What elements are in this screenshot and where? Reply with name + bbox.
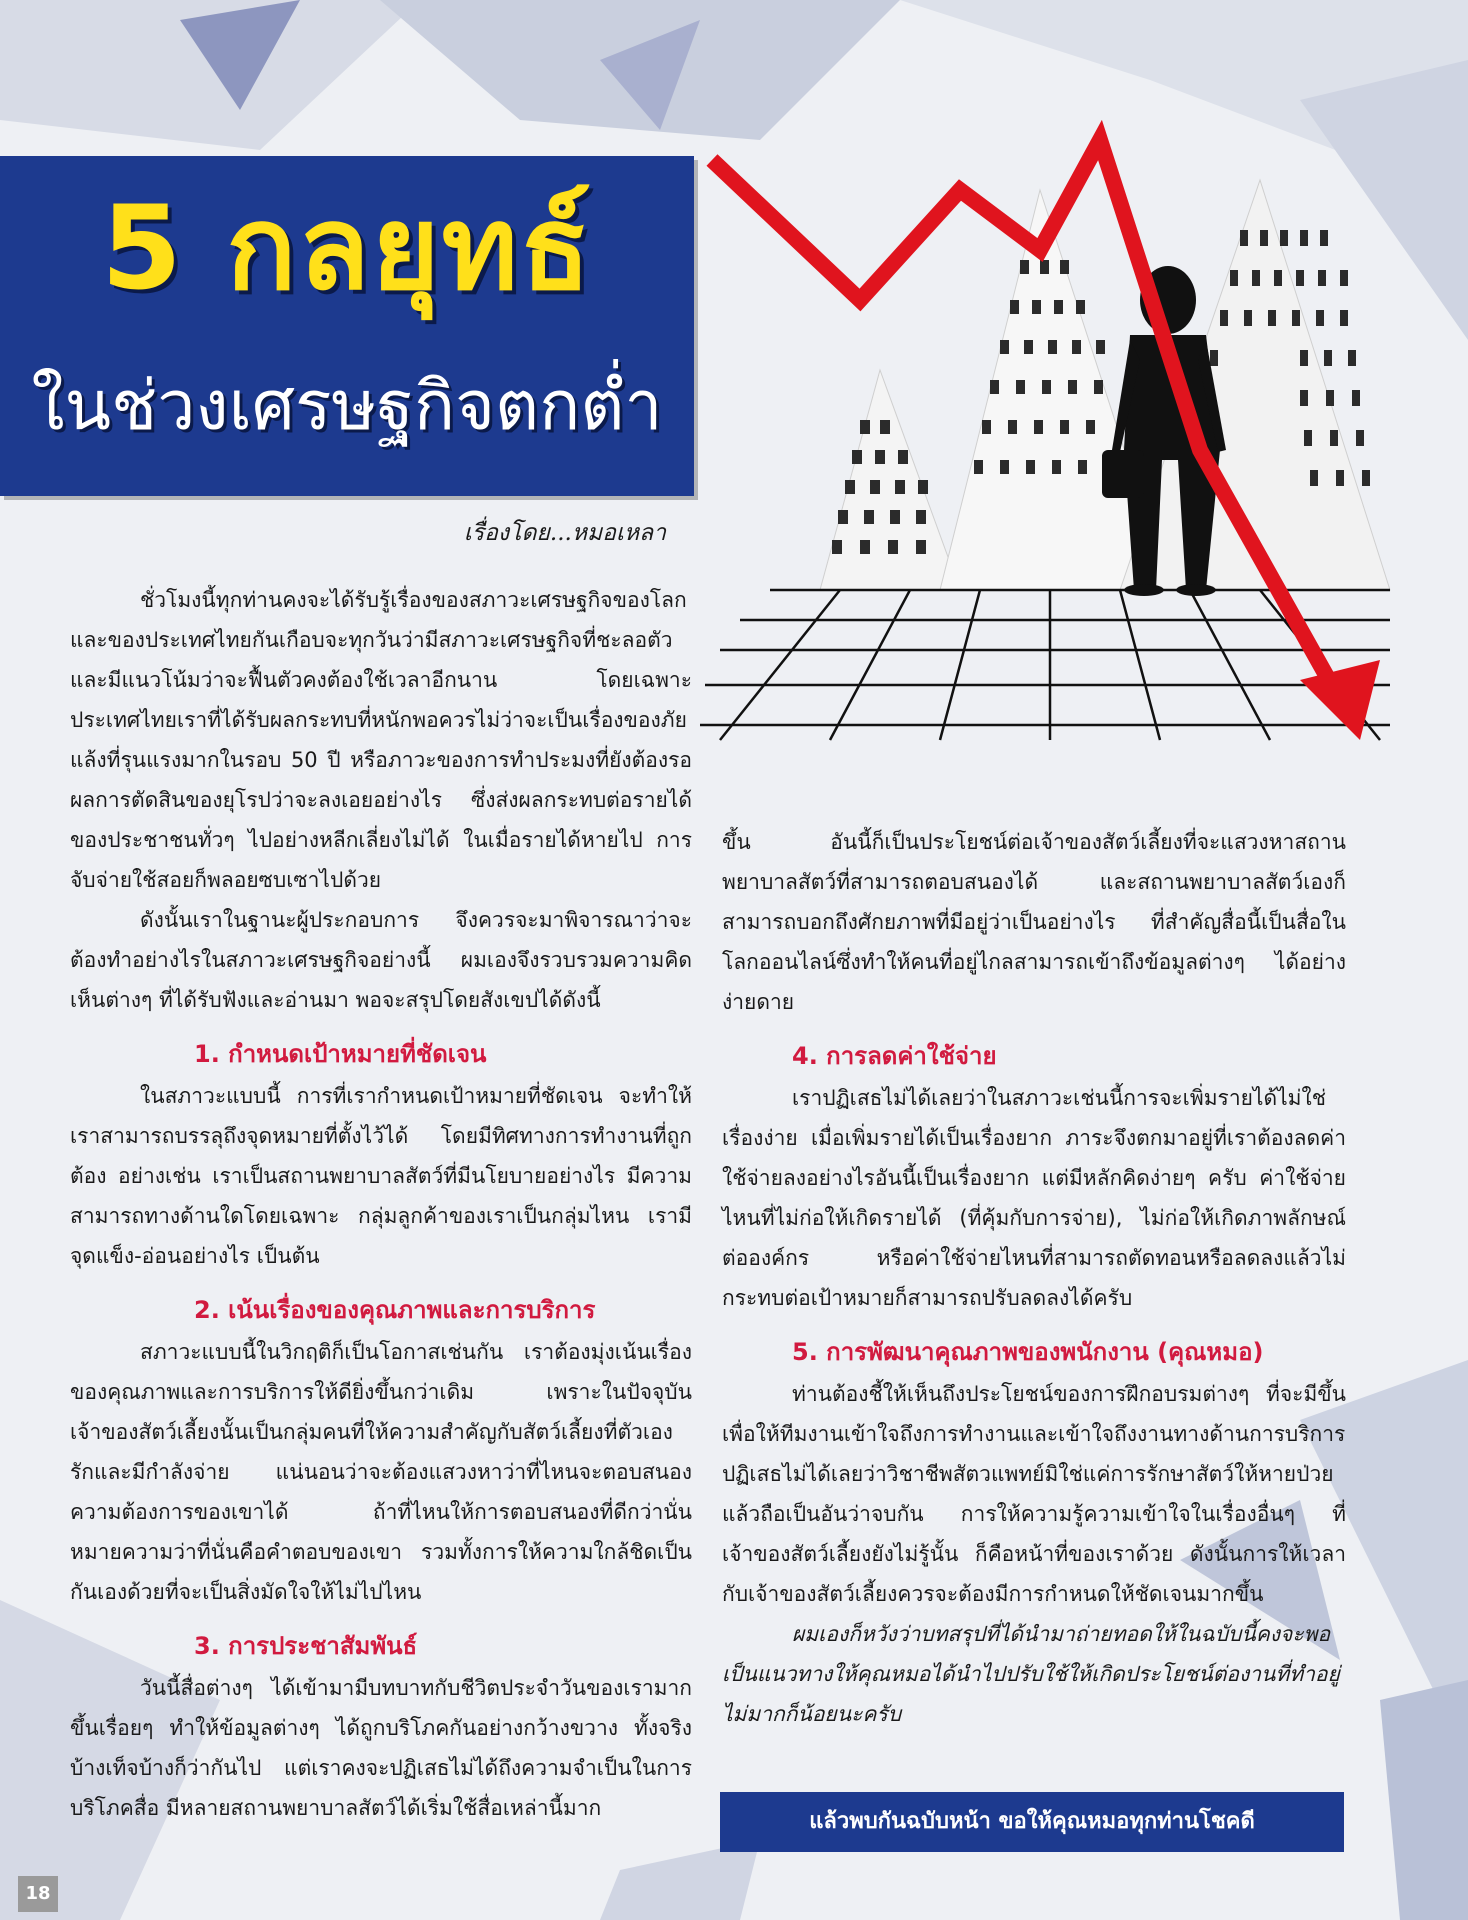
left-column <box>70 580 692 1828</box>
page-subtitle: ในช่วงเศรษฐกิจตกต่ำ <box>31 367 663 446</box>
section-4-heading: 4. การลดค่าใช้จ่าย <box>792 1042 997 1070</box>
right-column <box>722 822 1346 1734</box>
section-2-heading: 2. เน้นเรื่องของคุณภาพและการบริการ <box>194 1296 596 1324</box>
section-1-heading: 1. กำหนดเป้าหมายที่ชัดเจน <box>194 1040 487 1068</box>
section-5-body: ท่านต้องชี้ให้เห็นถึงประโยชน์ของการฝึกอบรมต่างๆ ที่จะมีขึ้น เพื่อให้ทีมงานเข้าใจถึงการทำงานและเข้าใจถึงงานทางด้านการบริการ ปฏิเสธไม่ได้เลยว่าวิชาชีพสัตวแพทย์มิใช่แค่การรักษาสัตว์ให้หายป่วยแล้วถือเป็นอันว่าจบกัน การให้ความรู้ความเข้าใจในเรื่องอื่นๆ ที่เจ้าของสัตว์เลี้ยงยังไม่รู้นั้น ก็คือหน้าที่ของเราด้วย ดังนั้นการให้เวลากับเจ้าของสัตว์เลี้ยงควรจะต้องมีการกำหนดให้ชัดเจนมากขึ้น <box>722 1382 1346 1606</box>
section-4-body: เราปฏิเสธไม่ได้เลยว่าในสภาวะเช่นนี้การจะเพิ่มรายได้ไม่ใช่เรื่องง่าย เมื่อเพิ่มรายได้เป็นเรื่องยาก ภาระจึงตกมาอยู่ที่เราต้องลดค่าใช้จ่ายลงอย่างไรอันนี้เป็นเรื่องยาก แต่มีหลักคิดง่ายๆ ครับ ค่าใช้จ่ายไหนที่ไม่ก่อให้เกิดรายได้ (ที่คุ้มกับการจ่าย), ไม่ก่อให้เกิดภาพลักษณ์ต่อองค์กร หรือค่าใช้จ่ายไหนที่สามารถตัดทอนหรือลดลงแล้วไม่กระทบต่อเป้าหมายก็สามารถปรับลดลงได้ครับ <box>722 1086 1346 1310</box>
title-banner <box>0 156 694 496</box>
byline: เรื่องโดย...หมอเหลา <box>463 520 666 546</box>
closing-paragraph: ผมเองก็หวังว่าบทสรุปที่ได้นำมาถ่ายทอดให้ในฉบับนี้คงจะพอเป็นแนวทางให้คุณหมอได้นำไปปรับใช้ให้เกิดประโยชน์ต่องานที่ทำอยู่ไม่มากก็น้อยนะครับ <box>722 1622 1340 1726</box>
footer-banner: แล้วพบกันฉบับหน้า ขอให้คุณหมอทุกท่านโชคดี <box>720 1792 1344 1852</box>
section-1-body: ในสภาวะแบบนี้ การที่เรากำหนดเป้าหมายที่ชัดเจน จะทำให้เราสามารถบรรลุถึงจุดหมายที่ตั้งไว้ได้ โดยมีทิศทางการทำงานที่ถูกต้อง อย่างเช่น เราเป็นสถานพยาบาลสัตว์ที่มีนโยบายอย่างไร มีความสามารถทางด้านใดโดยเฉพาะ กลุ่มลูกค้าของเราเป็นกลุ่มไหน เรามีจุดแข็ง-อ่อนอย่างไร เป็นต้น <box>70 1084 692 1268</box>
section-2-body: สภาวะแบบนี้ในวิกฤติก็เป็นโอกาสเช่นกัน เราต้องมุ่งเน้นเรื่องของคุณภาพและการบริการให้ดียิ่งขึ้นกว่าเดิม เพราะในปัจจุบันเจ้าของสัตว์เลี้ยงนั้นเป็นกลุ่มคนที่ให้ความสำคัญกับสัตว์เลี้ยงที่ตัวเองรักและมีกำลังจ่าย แน่นอนว่าจะต้องแสวงหาว่าที่ไหนจะตอบสนองความต้องการของเขาได้ ถ้าที่ไหนให้การตอบสนองที่ดีกว่านั่นหมายความว่าที่นั่นคือคำตอบของเขา รวมทั้งการให้ความใกล้ชิดเป็นกันเองด้วยที่จะเป็นสิ่งมัดใจให้ไม่ไปไหน <box>70 1340 692 1604</box>
intro-paragraph-2: ดังนั้นเราในฐานะผู้ประกอบการ จึงควรจะมาพิจารณาว่าจะต้องทำอย่างไรในสภาวะเศรษฐกิจอย่างนี้ ผมเองจึงรวบรวมความคิดเห็นต่างๆ ที่ได้รับฟังและอ่านมา พอจะสรุปโดยสังเขปได้ดังนี้ <box>70 908 692 1012</box>
section-5-heading: 5. การพัฒนาคุณภาพของพนักงาน (คุณหมอ) <box>792 1338 1264 1366</box>
recession-illustration <box>700 120 1400 760</box>
intro-paragraph-1: ชั่วโมงนี้ทุกท่านคงจะได้รับรู้เรื่องของสภาวะเศรษฐกิจของโลกและของประเทศไทยกันเกือบจะทุกวันว่ามีสภาวะเศรษฐกิจที่ชะลอตัวและมีแนวโน้มว่าจะฟื้นตัวคงต้องใช้เวลาอีกนาน โดยเฉพาะประเทศไทยเราที่ได้รับผลกระทบที่หนักพอควรไม่ว่าจะเป็นเรื่องของภัยแล้งที่รุนแรงมากในรอบ 50 ปี หรือภาวะของการทำประมงที่ยังต้องรอผลการตัดสินของยุโรปว่าจะลงเอยอย่างไร ซึ่งส่งผลกระทบต่อรายได้ของประชาชนทั่วๆ ไปอย่างหลีกเลี่ยงไม่ได้ ในเมื่อรายได้หายไป การจับจ่ายใช้สอยก็พลอยซบเซาไปด้วย <box>70 588 692 892</box>
page-title: 5 กลยุทธ์ <box>101 181 593 316</box>
page-number: 18 <box>18 1876 58 1912</box>
section-3-body: วันนี้สื่อต่างๆ ได้เข้ามามีบทบาทกับชีวิตประจำวันของเรามากขึ้นเรื่อยๆ ทำให้ข้อมูลต่างๆ ได้ถูกบริโภคกันอย่างกว้างขวาง ทั้งจริงบ้างเท็จบ้างก็ว่ากันไป แต่เราคงจะปฏิเสธไม่ได้ถึงความจำเป็นในการบริโภคสื่อ มีหลายสถานพยาบาลสัตว์ได้เริ่มใช้สื่อเหล่านี้มาก <box>70 1676 692 1820</box>
section-3-heading: 3. การประชาสัมพันธ์ <box>194 1632 418 1660</box>
section-3-continued: ขึ้น อันนี้ก็เป็นประโยชน์ต่อเจ้าของสัตว์เลี้ยงที่จะแสวงหาสถานพยาบาลสัตว์ที่สามารถตอบสนองได้ และสถานพยาบาลสัตว์เองก็สามารถบอกถึงศักยภาพที่มีอยู่ว่าเป็นอย่างไร ที่สำคัญสื่อนี้เป็นสื่อในโลกออนไลน์ซึ่งทำให้คนที่อยู่ไกลสามารถเข้าถึงข้อมูลต่างๆ ได้อย่างง่ายดาย <box>722 830 1346 1014</box>
